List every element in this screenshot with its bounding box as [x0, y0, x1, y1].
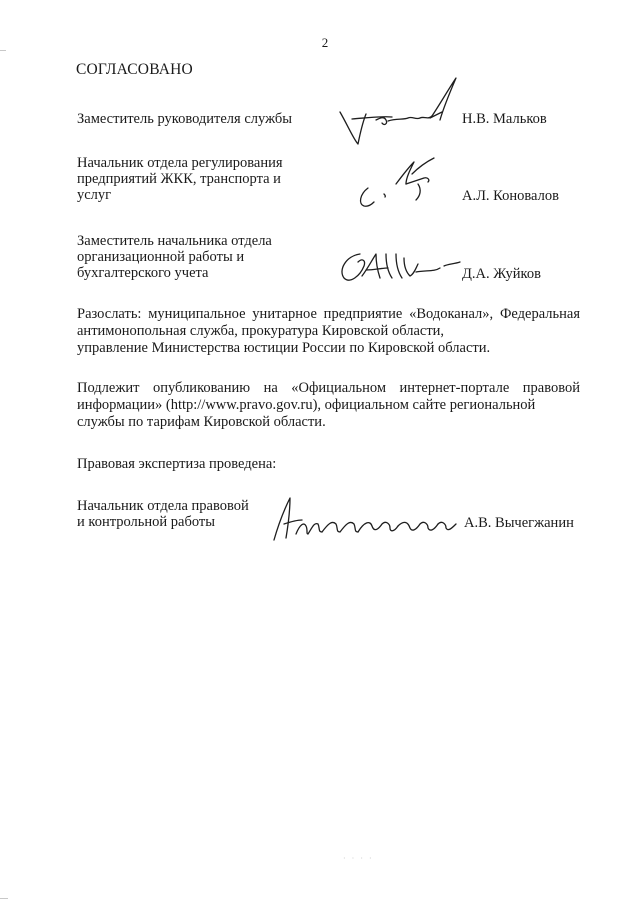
scan-artifact-dots: · · · ·	[343, 854, 374, 863]
legal-reviewer-name: А.В. Вычегжанин	[464, 515, 574, 531]
approver-3-title-line: организационной работы и	[77, 249, 245, 265]
approver-1-title-line: Заместитель руководителя службы	[77, 111, 293, 127]
approver-3-name: Д.А. Жуйков	[462, 266, 541, 282]
publication-line: информации» (http://www.pravo.gov.ru), официальном сайте региональной	[77, 397, 536, 413]
publication-paragraph	[77, 380, 580, 431]
publication-line: службы по тарифам Кировской области.	[77, 414, 326, 430]
approver-2-title-line: Начальник отдела регулирования	[77, 155, 283, 171]
approver-2-title-line: предприятий ЖКК, транспорта и	[77, 171, 281, 187]
approver-2-title-line: услуг	[77, 187, 112, 203]
legal-reviewer-signature	[266, 494, 462, 544]
legal-reviewer-title-line: Начальник отдела правовой	[77, 498, 249, 514]
scan-margin-mark-bottom	[0, 898, 8, 899]
approver-1-signature	[336, 74, 466, 148]
approver-2-name: А.Л. Коновалов	[462, 188, 559, 204]
legal-reviewer-title-line: и контрольной работы	[77, 514, 215, 530]
approver-3-title-line: бухгалтерского учета	[77, 265, 209, 281]
distribution-paragraph	[77, 306, 580, 357]
approval-heading: СОГЛАСОВАНО	[76, 61, 193, 78]
legal-review-statement: Правовая экспертиза проведена:	[77, 456, 277, 472]
distribution-line: управление Министерства юстиции России по Кировской области.	[77, 340, 491, 356]
approver-3-title	[77, 233, 327, 281]
approver-2-signature	[350, 154, 450, 214]
publication-line: Подлежит опубликованию на «Официальном интернет-портале правовой	[77, 380, 580, 396]
distribution-line: Разослать: муниципальное унитарное предприятие «Водоканал»,	[77, 306, 494, 322]
page-number: 2	[321, 35, 329, 50]
approver-3-signature	[336, 246, 466, 286]
approver-3-title-line: Заместитель начальника отдела	[77, 233, 272, 249]
approver-1-name: Н.В. Мальков	[462, 111, 547, 127]
distribution-line: Федеральная антимонопольная служба, прокуратура Кировской области,	[77, 306, 580, 339]
approver-2-title	[77, 155, 327, 203]
approver-1-title	[77, 111, 327, 127]
